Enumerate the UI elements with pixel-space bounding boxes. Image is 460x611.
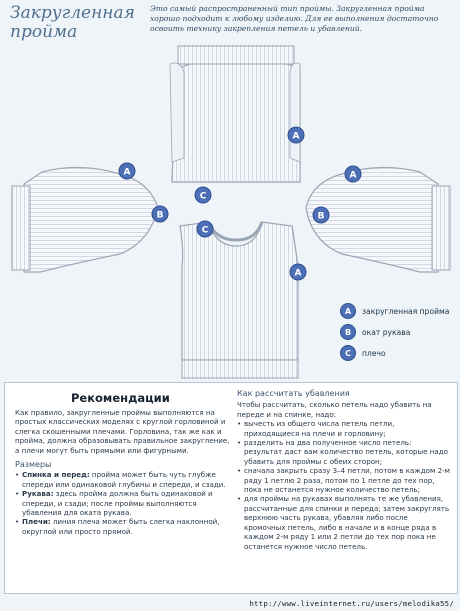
front-piece (180, 222, 298, 378)
title-line-1: Закругленная (10, 3, 135, 23)
recommendations-box (4, 382, 458, 594)
legend-badge: B (340, 324, 356, 340)
legend-badge: A (340, 303, 356, 319)
svg-text:B: B (317, 211, 325, 222)
calc-intro: Чтобы рассчитать, сколько петель надо убавить на переде и на спинке, надо: (237, 400, 432, 419)
badge-b-left-sleeve (152, 206, 168, 222)
list-item: • Спинка и перед: пройма может быть чуть глубже спереди или одинаковой глубины и спереди, и сзади. (15, 470, 230, 489)
legend-item (340, 303, 449, 319)
svg-text:B: B (156, 210, 164, 221)
badge-a-front (290, 264, 306, 280)
left-sleeve (12, 167, 158, 272)
legend-label: плечо (362, 348, 386, 358)
svg-text:A: A (349, 170, 357, 181)
page-title (10, 4, 146, 42)
legend-label: окат рукава (362, 327, 411, 337)
sizes-heading: Размеры (15, 460, 52, 470)
list-item: • для проймы на рукавах выполнять те же убавления, рассчитанные для спинки и переда; затем закруглять верхнюю часть рукава, убавляя либо после кромочных петель, либо в начале и в конце ряда в каждом 2-м ряду 1 или 2 петли до тех пор пока не останется нужное число петель. (237, 494, 451, 550)
legend-label: закругленная пройма (362, 306, 450, 316)
badge-c-back (195, 187, 211, 203)
list-item: • Плечи: линия плеча может быть слегка наклонной, округлой или просто прямой. (15, 517, 230, 536)
recommendations-title: Рекомендации (71, 391, 170, 405)
svg-text:A: A (292, 131, 300, 142)
recommendations-left-column (15, 408, 230, 536)
recommendations-intro: Как правило, закругленные проймы выполняются на простых классических моделях с круглой горловиной и слегка скошенными плечами. Горловина, так же как и пройма, должна образовывать правильное закругление, а плечи могут быть прямыми или фигурными. (15, 408, 230, 455)
svg-text:A: A (123, 167, 131, 178)
badge-b-right-sleeve (313, 207, 329, 223)
list-item: • разделить на два полученное число петель: результат даст вам количество петель, которые надо убавить для проймы с обеих сторон; (237, 438, 451, 466)
list-item: • Рукава: здесь пройма должна быть одинаковой и спереди, и сзади; после проймы выполняются убавления для оката рукава. (15, 489, 230, 517)
svg-text:C: C (199, 191, 207, 202)
svg-text:C: C (201, 225, 209, 236)
calc-steps-list (237, 419, 451, 551)
back-piece (170, 46, 300, 182)
calc-heading: Как рассчитать убавления (237, 389, 350, 398)
badge-a-left-sleeve (119, 163, 135, 179)
legend-badge: C (340, 345, 356, 361)
title-line-2: пройма (10, 22, 78, 42)
list-item: • сначала закрыть сразу 3–4 петли, потом в каждом 2-м ряду 1 петлю 2 раза, потом по 1 петле до тех пор, пока не останется нужное количество петель; (237, 466, 451, 494)
legend-item (340, 324, 410, 340)
sizes-list (15, 470, 230, 536)
badge-a-back (288, 127, 304, 143)
badge-a-right-sleeve (345, 166, 361, 182)
recommendations-right-column (237, 389, 451, 551)
intro-text: Это самый распространенный тип проймы. Закругленная пройма хорошо подходит к любому изделию. Для ее выполнения достаточно освоить технику закрепления петель и убавлений. (150, 4, 439, 33)
svg-text:A: A (294, 268, 302, 279)
list-item: • вычесть из общего числа петель петли, приходящиеся на плечи и горловину; (237, 419, 451, 438)
legend-item (340, 345, 386, 361)
badge-c-front (197, 221, 213, 237)
footer-url[interactable]: http://www.liveinternet.ru/users/melodika55/ (249, 599, 454, 608)
